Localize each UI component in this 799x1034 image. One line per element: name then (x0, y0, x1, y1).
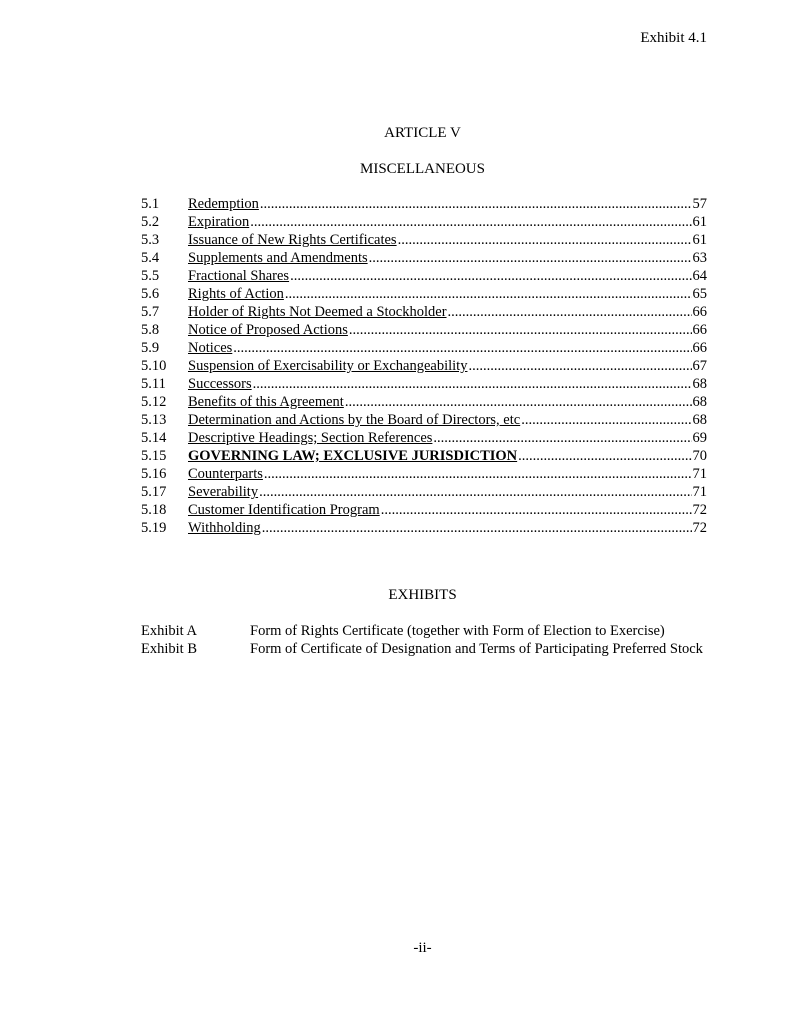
toc-leader-dots (398, 231, 692, 249)
toc-row (141, 285, 707, 303)
toc-leader-dots (433, 429, 691, 447)
toc-section-link[interactable]: Withholding (188, 520, 261, 536)
toc-leader-dots (250, 213, 691, 231)
toc-section-link[interactable]: Notices (188, 340, 233, 356)
exhibit-row (141, 622, 707, 640)
toc-section-number: 5.17 (141, 484, 167, 500)
toc-page-number: 63 (692, 250, 707, 266)
toc-section-link[interactable]: Fractional Shares (188, 268, 290, 284)
exhibit-id: Exhibit A (141, 623, 197, 639)
exhibit-list (141, 622, 707, 658)
toc-page-number: 61 (692, 214, 707, 230)
toc-page-number: 69 (692, 430, 707, 446)
toc-row (141, 411, 707, 429)
toc-row (141, 501, 707, 519)
toc-leader-dots (448, 303, 692, 321)
toc-section-link[interactable]: Issuance of New Rights Certificates (188, 232, 397, 248)
toc-section-link[interactable]: Expiration (188, 214, 250, 230)
toc-page-number: 61 (692, 232, 707, 248)
toc-section-link[interactable]: GOVERNING LAW; EXCLUSIVE JURISDICTION (188, 448, 518, 464)
toc-section-number: 5.9 (141, 340, 160, 356)
toc-row (141, 429, 707, 447)
table-of-contents (141, 195, 707, 537)
toc-section-number: 5.5 (141, 268, 160, 284)
toc-page-number: 72 (692, 520, 707, 536)
toc-page-number: 66 (692, 304, 707, 320)
toc-section-link[interactable]: Customer Identification Program (188, 502, 380, 518)
toc-section-number: 5.14 (141, 430, 167, 446)
toc-page-number: 64 (692, 268, 707, 284)
toc-row (141, 195, 707, 213)
exhibit-label: Exhibit 4.1 (640, 30, 707, 46)
toc-row (141, 393, 707, 411)
toc-leader-dots (381, 501, 692, 519)
exhibit-description: Form of Rights Certificate (together with Form of Election to Exercise) (250, 623, 665, 639)
toc-page-number: 57 (692, 196, 707, 212)
toc-section-number: 5.19 (141, 520, 167, 536)
toc-page-number: 70 (692, 448, 707, 464)
toc-section-number: 5.15 (141, 448, 167, 464)
toc-section-number: 5.6 (141, 286, 160, 302)
toc-section-link[interactable]: Determination and Actions by the Board of Directors, etc (188, 412, 521, 428)
toc-leader-dots (262, 519, 692, 537)
toc-section-link[interactable]: Severability (188, 484, 259, 500)
toc-leader-dots (521, 411, 691, 429)
toc-section-number: 5.16 (141, 466, 167, 482)
toc-row (141, 519, 707, 537)
toc-page-number: 68 (692, 394, 707, 410)
toc-leader-dots (233, 339, 691, 357)
toc-section-link[interactable]: Holder of Rights Not Deemed a Stockholder (188, 304, 447, 320)
toc-section-link[interactable]: Benefits of this Agreement (188, 394, 344, 410)
toc-leader-dots (285, 285, 692, 303)
toc-row (141, 447, 707, 465)
toc-section-number: 5.13 (141, 412, 167, 428)
toc-row (141, 267, 707, 285)
toc-section-link[interactable]: Supplements and Amendments (188, 250, 368, 266)
toc-leader-dots (264, 465, 692, 483)
toc-page-number: 72 (692, 502, 707, 518)
exhibit-row (141, 640, 707, 658)
toc-section-number: 5.12 (141, 394, 167, 410)
article-subtitle: MISCELLANEOUS (359, 161, 485, 177)
toc-section-number: 5.1 (141, 196, 160, 212)
toc-section-number: 5.7 (141, 304, 160, 320)
toc-section-number: 5.3 (141, 232, 160, 248)
toc-leader-dots (349, 321, 692, 339)
toc-row (141, 357, 707, 375)
exhibit-description: Form of Certificate of Designation and Terms of Participating Preferred Stock (250, 641, 703, 657)
toc-section-number: 5.4 (141, 250, 160, 266)
toc-page-number: 68 (692, 376, 707, 392)
toc-section-link[interactable]: Suspension of Exercisability or Exchangeability (188, 358, 468, 374)
toc-section-link[interactable]: Notice of Proposed Actions (188, 322, 348, 338)
toc-section-number: 5.11 (141, 376, 166, 392)
toc-leader-dots (253, 375, 692, 393)
toc-leader-dots (345, 393, 692, 411)
toc-row (141, 465, 707, 483)
toc-leader-dots (518, 447, 691, 465)
toc-row (141, 231, 707, 249)
toc-section-number: 5.18 (141, 502, 167, 518)
toc-section-link[interactable]: Redemption (188, 196, 259, 212)
toc-row (141, 303, 707, 321)
toc-leader-dots (259, 483, 691, 501)
toc-section-number: 5.2 (141, 214, 160, 230)
toc-page-number: 71 (692, 484, 707, 500)
exhibits-title: EXHIBITS (388, 587, 457, 603)
article-title: ARTICLE V (384, 125, 461, 141)
toc-section-number: 5.10 (141, 358, 167, 374)
toc-row (141, 375, 707, 393)
toc-leader-dots (290, 267, 691, 285)
page-number: -ii- (413, 940, 432, 956)
toc-row (141, 321, 707, 339)
toc-section-number: 5.8 (141, 322, 160, 338)
toc-page-number: 68 (692, 412, 707, 428)
toc-page-number: 71 (692, 466, 707, 482)
toc-section-link[interactable]: Descriptive Headings; Section References (188, 430, 433, 446)
toc-row (141, 213, 707, 231)
toc-leader-dots (468, 357, 691, 375)
toc-section-link[interactable]: Counterparts (188, 466, 263, 482)
toc-row (141, 483, 707, 501)
toc-leader-dots (260, 195, 692, 213)
toc-page-number: 66 (692, 322, 707, 338)
toc-row (141, 249, 707, 267)
exhibit-id: Exhibit B (141, 641, 197, 657)
toc-leader-dots (369, 249, 692, 267)
toc-page-number: 65 (692, 286, 707, 302)
toc-row (141, 339, 707, 357)
toc-section-link[interactable]: Rights of Action (188, 286, 284, 302)
toc-section-link[interactable]: Successors (188, 376, 252, 392)
toc-page-number: 66 (692, 340, 707, 356)
toc-page-number: 67 (692, 358, 707, 374)
